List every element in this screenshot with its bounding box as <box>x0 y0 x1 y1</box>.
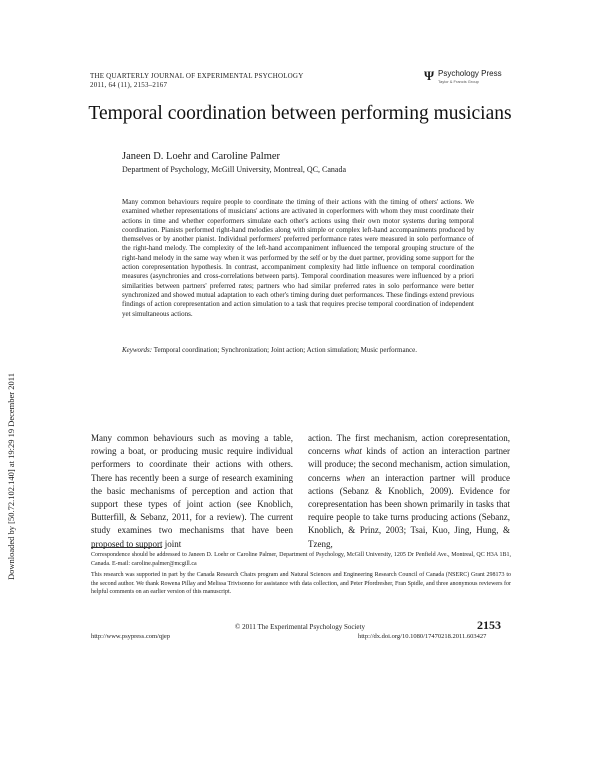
abstract: Many common behaviours require people to coordinate the timing of their actions with the timing of others' actions. We examined whether representations of musicians' actions are activated in coperformers with whom they must coordinate their actions in time and whether coperformers simulate each other's actions using their own motor systems during temporal coordination. Pianists performed right-hand melodies along with simple or complex left-hand accompaniments produced by themselves or by another pianist. Individual performers' preferred performance rates were measured in solo performance of the right-hand melody. The complexity of the left-hand accompaniment influenced the temporal grouping structure of the right-hand melody in the same way when it was performed by the self or by the duet partner, providing some support for the action corepresentation hypothesis. In contrast, accompaniment complexity had little influence on temporal coordination measures (asynchronies and cross-correlations between parts). Temporal coordination measures were influenced by a priori similarities between partners' preferred rates; partners who had similar preferred rates in solo performance were better synchronized and showed mutual adaptation to each other's timing during duet performances. These findings extend previous findings of action corepresentation and action simulation to a task that requires precise temporal coordination of independent yet simultaneous actions. <box>122 198 474 318</box>
footnote-divider <box>91 547 162 548</box>
body-text-segment: an interaction partner will produce actions (Sebanz & Knoblich, 2009). Evidence for corepresentation has been shown primarily in tasks that require people to take turns producing actions (Sebanz, Knoblich, & Prinz, 2003; Tsai, Kuo, Jing, Hung, & Tzeng, <box>308 472 511 549</box>
correspondence-footnote: Correspondence should be addressed to Janeen D. Loehr or Caroline Palmer, Department of Psychology, McGill University, 1205 Dr Penfield Ave., Montreal, QC H3A 1B1, Canada. E-mail: caroline.palmer@mcgill.ca <box>91 552 511 567</box>
publisher-tagline: Taylor & Francis Group <box>438 79 479 84</box>
journal-url-link[interactable]: http://www.psypress.com/qjep <box>91 633 171 640</box>
author-affiliation: Department of Psychology, McGill University, Montreal, QC, Canada <box>122 165 347 174</box>
body-text-segment: action. The first mechanism, action corepresentation, concerns <box>308 433 510 457</box>
body-column-left: Many common behaviours such as moving a table, rowing a boat, or producing music require individual performers to coordinate their actions with others. There has recently been a surge of research examining the basic mechanisms of perception and action that support these types of joint action (see Knoblich, Butterfill, & Sebanz, 2011, for a review). The current study examines two mechanisms that have been proposed to support joint <box>91 433 293 549</box>
article-authors: Janeen D. Loehr and Caroline Palmer <box>122 151 281 162</box>
keywords-label: Keywords: <box>122 346 153 354</box>
body-text-segment: kinds of action an interaction partner will produce; the second mechanism, action simulation, concerns <box>308 446 511 483</box>
body-emphasis-when: when <box>345 472 365 483</box>
volume-info: 2011, 64 (11), 2153–2167 <box>90 81 168 89</box>
publisher-name: Psychology Press <box>438 69 502 78</box>
body-column-right <box>308 432 510 551</box>
page-number: 2153 <box>477 618 501 632</box>
article-title: Temporal coordination between performing musicians <box>88 103 512 124</box>
keywords-text: Temporal coordination; Synchronization; Joint action; Action simulation; Music performance. <box>153 346 418 354</box>
download-notice: Downloaded by [50.72.102.140] at 19:29 19 December 2011 <box>6 373 16 580</box>
body-emphasis-what: what <box>344 446 362 457</box>
doi-link[interactable]: http://dx.doi.org/10.1080/17470218.2011.603427 <box>358 633 487 640</box>
keywords <box>122 346 474 355</box>
journal-header <box>90 72 303 90</box>
psi-logo-icon: Ψ <box>424 68 435 83</box>
copyright-line: © 2011 The Experimental Psychology Society <box>235 623 365 631</box>
funding-footnote: This research was supported in part by the Canada Research Chairs program and Natural Sciences and Engineering Research Council of Canada (NSERC) Grant 298173 to the second author. We thank Rowena Pillay and Melissa Trivisonno for assistance with data collection, and Peter Pfordresher, Fran Spidle, and three anonymous reviewers for helpful comments on an earlier version of this manuscript. <box>91 572 511 596</box>
journal-name: THE QUARTERLY JOURNAL OF EXPERIMENTAL PSYCHOLOGY <box>90 72 304 80</box>
